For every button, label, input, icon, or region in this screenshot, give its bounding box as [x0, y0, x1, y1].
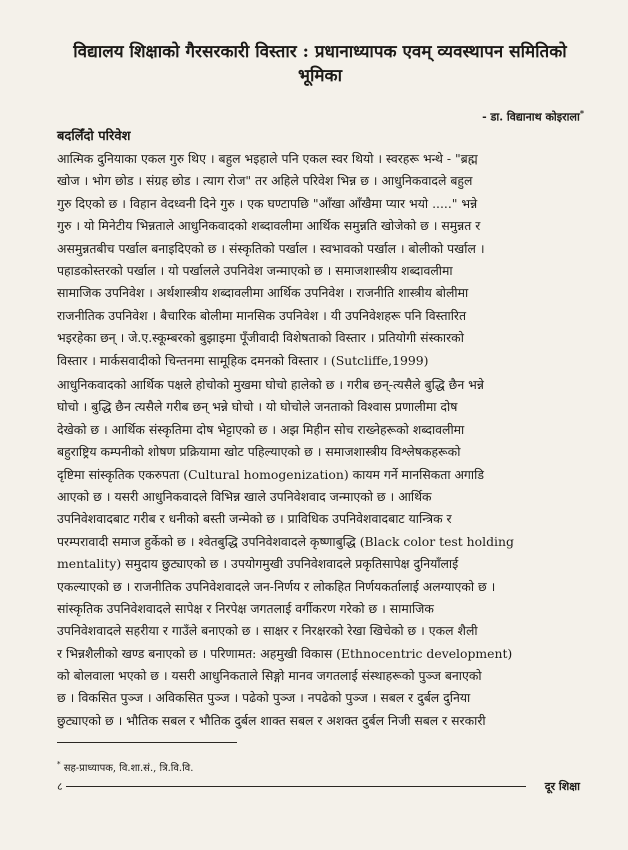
text-line: छुट्याएको छ । भौतिक सबल र भौतिक दुर्बल शाक्त सबल र अशक्त दुर्बल निजी सबल र सरकारी: [57, 712, 486, 728]
paragraph-2: [57, 374, 585, 732]
text-line: खोज । भोग छोड । संग्रह छोड । त्याग रोज" तर अहिले परिवेश भिन्न छ । आधुनिकवादले बहुल: [57, 173, 473, 189]
article-title: विद्यालय शिक्षाको गैरसरकारी विस्तार : प्रधानाध्यापक एवम् व्यवस्थापन समितिको भूमिका: [73, 42, 567, 86]
text-line: आत्मिक दुनियाका एकल गुरु थिए । बहुल भइहाले पनि एकल स्वर थियो । स्वरहरू भन्थे - "ब्रह्म: [57, 151, 478, 166]
text-line: भइरहेका छन् । जे.ए.स्कूम्बरको बुझाइमा पूँजीवादी विशेषताको विस्तार । प्रतियोगी संस्कारको: [57, 330, 464, 346]
text-line: दृष्टिमा सांस्कृतिक एकरुपता (Cultural homogenization) कायम गर्ने मानसिकता अगाडि: [57, 466, 484, 482]
text-line: बहुराष्ट्रिय कम्पनीको शोषण प्रक्रियामा खोट पहिल्याएको छ । समाजशास्त्रीय विश्लेषकहरूको: [57, 444, 461, 460]
text-line: उपनिवेशवादले सहरीया र गाउँले बनाएको छ । साक्षर र निरक्षरको रेखा खिचेको छ । एकल शैली: [57, 623, 478, 639]
author-footnote-mark: *: [579, 108, 584, 118]
text-line: सांस्कृतिक उपनिवेशवादले सापेक्ष र निरपेक्ष जगतलाई वर्गीकरण गरेको छ । सामाजिक: [57, 600, 434, 616]
text-line: पहाडकोस्तरको पर्खाल । यो पर्खालले उपनिवेश जन्माएको छ । समाजशास्त्रीय शब्दावलीमा: [57, 262, 453, 278]
text-line: विस्तार । मार्कसवादीको चिन्तनमा सामूहिक दमनको विस्तार । (Sutcliffe,1999): [57, 352, 429, 368]
text-line: छ । विकसित पुञ्ज । अविकसित पुञ्ज । पढेको पुञ्ज । नपढेको पुञ्ज । सबल र दुर्बल दुनिया: [57, 690, 471, 706]
text-line: घोचो । बुद्धि छैन त्यसैले गरीब छन् भन्ने घोचो । यो घोचोले जनताको विश्वास प्रणालीमा दोष: [57, 399, 458, 415]
text-line: परम्परावादी समाज हुर्केको छ । श्वेतबुद्धि उपनिवेशवादले कृष्णाबुद्धि (Black color test holding: [57, 533, 514, 549]
text-line: राजनीतिक उपनिवेश । बैचारिक बोलीमा मानसिक उपनिवेश । यी उपनिवेशहरू पनि विस्तारित: [57, 307, 467, 323]
text-line: देखेको छ । आर्थिक संस्कृतिमा दोष भेट्टाएको छ । अझ मिहीन सोच राख्नेहरूको शब्दावलीमा: [57, 421, 465, 437]
page-number: ८: [57, 780, 63, 793]
text-line: र भिन्नशैलीको खण्ड बनाएको छ । परिणामत: अहमुखी विकास (Ethnocentric development): [57, 645, 513, 661]
text-line: आएको छ । यसरी आधुनिकवादले विभिन्न खाले उपनिवेशवाद जन्माएको छ । आर्थिक: [57, 488, 432, 504]
text-line: उपनिवेशवादबाट गरीब र धनीको बस्ती जन्मेको छ । प्राविधिक उपनिवेशवादबाट यान्त्रिक र: [57, 511, 452, 527]
footnote: [57, 760, 193, 774]
paragraph-1: [57, 148, 585, 372]
text-line: को बोलवाला भएको छ । यसरी आधुनिकताले सिङ्गो मानव जगतलाई संस्थाहरूको पुञ्ज बनाएको: [57, 668, 482, 684]
journal-name: दूर शिक्षा: [544, 780, 580, 793]
text-line: गुरु दिएको छ । विहान वेदध्वनी दिने गुरु । एक घण्टापछि "आँखा आँखैमा प्यार भयो ....." भन्ने: [57, 195, 478, 211]
author-byline: [482, 108, 584, 125]
text-line: असमुन्नतबीच पर्खाल बनाइदिएको छ । संस्कृतिको पर्खाल । स्वभावको पर्खाल । बोलीको पर्खाल ।: [57, 240, 485, 256]
footnote-mark: *: [57, 760, 61, 769]
section-heading: बदलिँदो परिवेश: [57, 129, 131, 144]
author-name: - डा. विद्यानाथ कोइराला: [482, 110, 580, 124]
text-line: सामाजिक उपनिवेश । अर्थशास्त्रीय शब्दावलीमा आर्थिक उपनिवेश । राजनीति शास्त्रीय बोलीमा: [57, 285, 469, 301]
text-line: एकल्याएको छ । राजनीतिक उपनिवेशवादले जन-निर्णय र लोकहित निर्णयकर्तालाई अलग्याएको छ ।: [57, 578, 496, 594]
footnote-divider: [57, 742, 237, 743]
footnote-text: सह-प्राध्यापक, वि.शा.सं., त्रि.वि.वि.: [63, 763, 194, 774]
text-line: गुरु । यो मिनेटीय भिन्नताले आधुनिकवादको शब्दावलीमा आर्थिक समुन्नति खोजेको छ । समुन्नत र: [57, 218, 481, 234]
text-line: आधुनिकवादको आर्थिक पक्षले होचोको मुखमा घोचो हालेको छ । गरीब छन्-त्यसैले बुद्धि छैन भन्ने: [57, 377, 484, 392]
footer-divider: [66, 786, 526, 787]
text-line: mentality) समुदाय छुट्याएको छ । उपयोगमुखी उपनिवेशवादले प्रकृतिसापेक्ष दुनियाँलाई: [57, 556, 459, 572]
